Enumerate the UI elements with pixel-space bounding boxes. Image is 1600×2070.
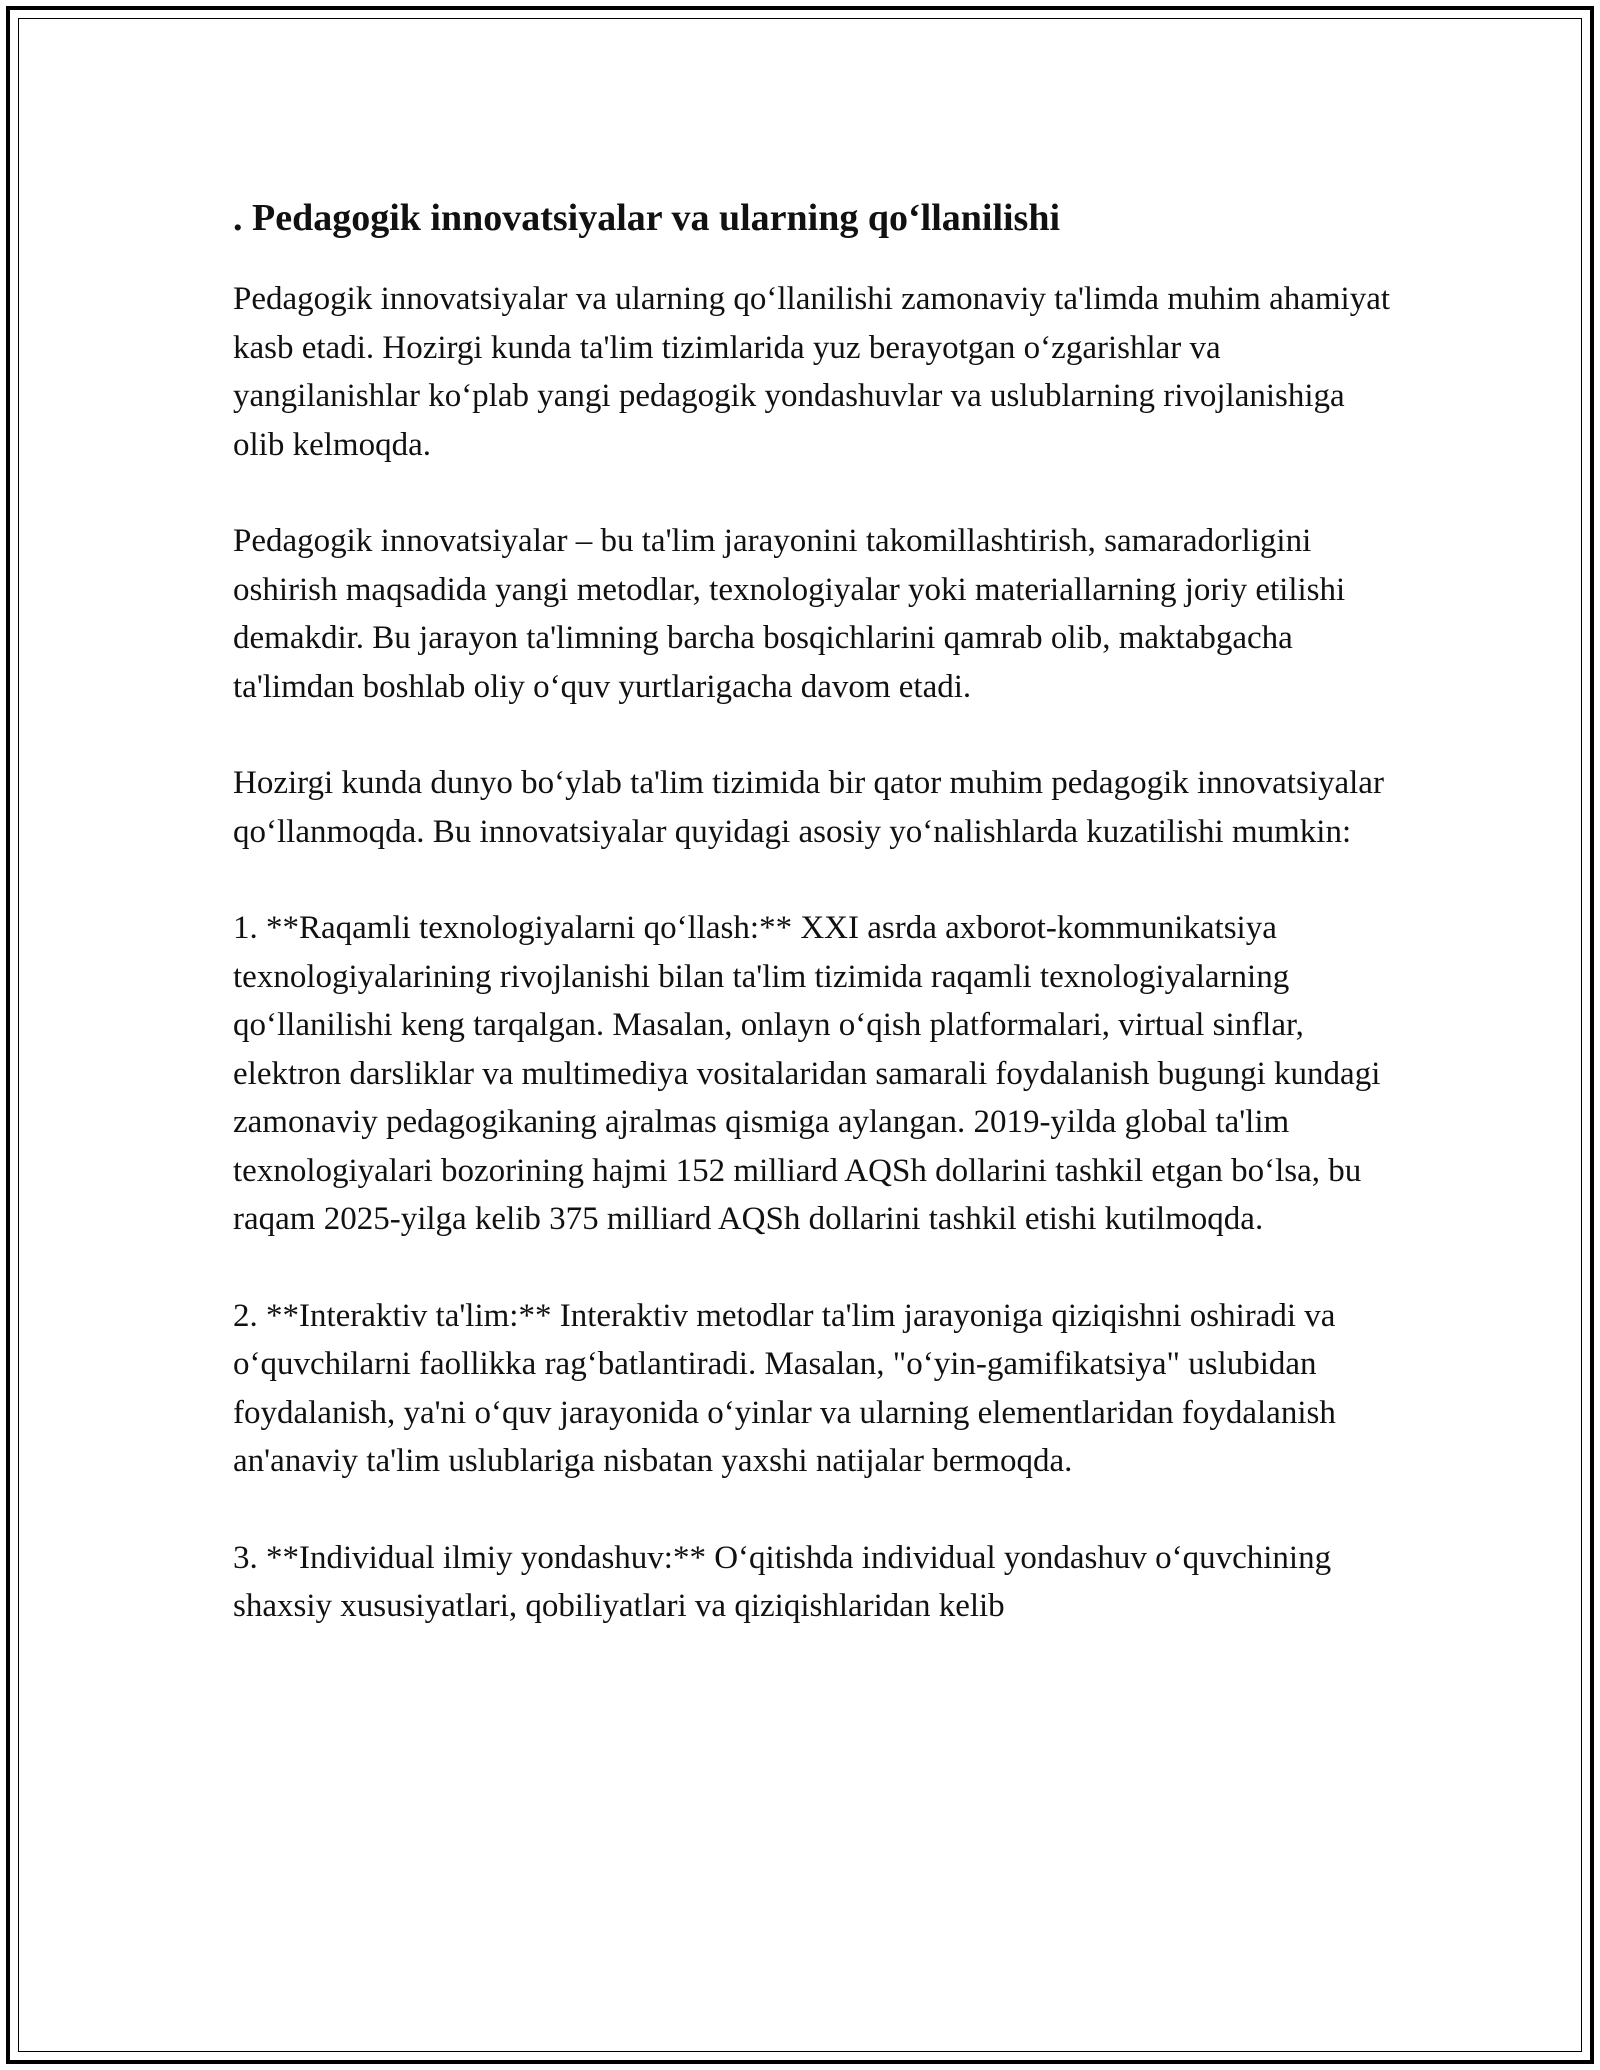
document-title: . Pedagogik innovatsiyalar va ularning qo‘llanilishi [233,197,1061,239]
list-item-interactive-learning: 2. **Interaktiv ta'lim:** Interaktiv metodlar ta'lim jarayoniga qiziqishni oshiradi va o‘quvchilarni faollikka rag‘batlantiradi. Masalan, "o‘yin-gamifikatsiya" uslubidan foydalanish, ya'ni o‘quv jarayonida o‘yinlar va ularning elementlaridan foydalanish an'anaviy ta'lim uslublariga nisbatan yaxshi natijalar bermoqda. [233,1297,1336,1479]
list-item-individual-approach: 3. **Individual ilmiy yondashuv:** O‘qitishda individual yondashuv o‘quvchining shaxsiy xususiyatlari, qobiliyatlari va qiziqishlaridan kelib [233,1539,1332,1624]
page-frame [6,6,1594,2064]
list-item-digital-technologies: 1. **Raqamli texnologiyalarni qo‘llash:** XXI asrda axborot-kommunikatsiya texnologiyalarining rivojlanishi bilan ta'lim tizimida raqamli texnologiyalarning qo‘llanilishi keng tarqalgan. Masalan, onlayn o‘qish platformalari, virtual sinflar, elektron darsliklar va multimediya vositalaridan samarali foydalanish bugungi kundagi zamonaviy pedagogikaning ajralmas qismiga aylangan. 2019-yilda global ta'lim texnologiyalari bozorining hajmi 152 milliard AQSh dollarini tashkil etgan bo‘lsa, bu raqam 2025-yilga kelib 375 milliard AQSh dollarini tashkil etishi kutilmoqda. [233,910,1381,1237]
document-body [233,193,1403,1679]
paragraph-intro: Pedagogik innovatsiyalar va ularning qo‘llanilishi zamonaviy ta'limda muhim ahamiyat kasb etadi. Hozirgi kunda ta'lim tizimlarida yuz berayotgan o‘zgarishlar va yangilanishlar ko‘plab yangi pedagogik yondashuvlar va uslublarning rivojlanishiga olib kelmoqda. [233,281,1391,463]
paragraph-directions: Hozirgi kunda dunyo bo‘ylab ta'lim tizimida bir qator muhim pedagogik innovatsiyalar qo‘llanmoqda. Bu innovatsiyalar quyidagi asosiy yo‘nalishlarda kuzatilishi mumkin: [233,765,1384,850]
paragraph-definition: Pedagogik innovatsiyalar – bu ta'lim jarayonini takomillashtirish, samaradorligini oshirish maqsadida yangi metodlar, texnologiyalar yoki materiallarning joriy etilishi demakdir. Bu jarayon ta'limning barcha bosqichlarini qamrab olib, maktabgacha ta'limdan boshlab oliy o‘quv yurtlarigacha davom etadi. [233,523,1346,705]
